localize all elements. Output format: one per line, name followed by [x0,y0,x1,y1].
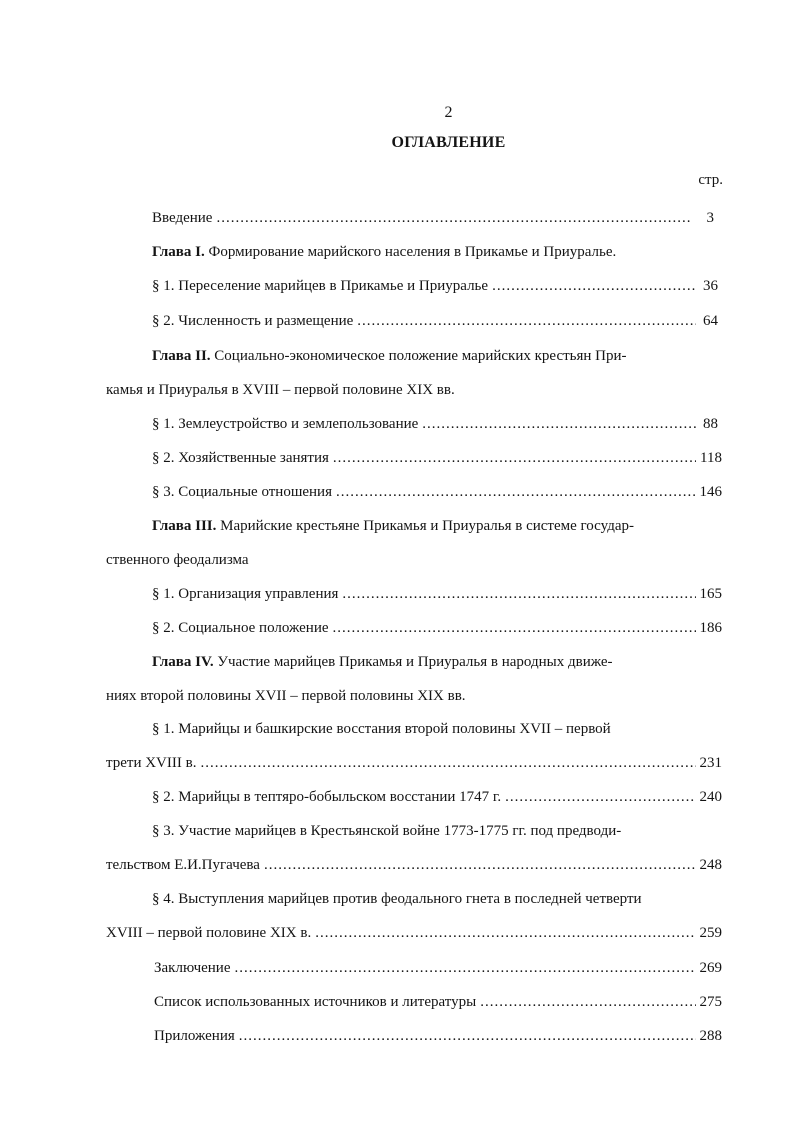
entry-page: 36 [703,278,718,294]
entry-title: § 3. Участие марийцев в Крестьянской войне 1773-1775 гг. под предводи- [152,823,622,839]
entry-title: Список использованных источников и литературы [154,994,477,1010]
entry-title: § 2. Хозяйственные занятия [152,450,329,466]
toc-chapter-3-line2 [106,550,726,570]
entry-title-cont: XVIII – первой половине XIX в. [106,925,312,941]
leader-dots [492,276,696,296]
leader-dots [264,855,696,875]
leader-dots [422,414,696,434]
toc-title: ОГЛАВЛЕНИЕ [391,134,506,151]
entry-page: 259 [699,925,722,941]
chapter-title: Марийские крестьяне Прикамья и Приуралья в системе государ- [220,518,634,534]
chapter-title-cont: ниях второй половины XVII – первой половины XIX вв. [106,688,466,704]
leader-dots [200,753,695,773]
entry-title: Приложения [154,1028,235,1044]
entry-title: § 2. Численность и размещение [152,313,354,329]
toc-entry-ch1-s1 [152,276,718,296]
toc-entry-ch2-s2 [152,448,722,468]
leader-dots [342,584,695,604]
toc-chapter-3-line1 [152,516,732,536]
toc-entry-ch4-s4-line2 [106,923,722,943]
entry-title: § 1. Организация управления [152,586,339,602]
chapter-label: Глава I. [152,244,205,260]
toc-entry-ch4-s3-line1 [152,821,732,841]
toc-entry-appendix [154,1026,722,1046]
leader-dots [216,208,692,228]
entry-title: § 2. Марийцы в тептяро-бобыльском восстании 1747 г. [152,789,502,805]
toc-entry-ch3-s2 [152,618,722,638]
toc-entry-ch4-s4-line1 [152,889,732,909]
toc-chapter-4-line1 [152,652,732,672]
entry-title: § 1. Переселение марийцев в Прикамье и Приуралье [152,278,489,294]
entry-page: 146 [699,484,722,500]
entry-title: § 3. Социальные отношения [152,484,332,500]
entry-title: § 4. Выступления марийцев против феодального гнета в последней четверти [152,891,642,907]
leader-dots [333,618,696,638]
chapter-title-cont: камья и Приуралья в XVIII – первой половине XIX вв. [106,382,455,398]
toc-entry-sources [154,992,722,1012]
entry-title: § 1. Землеустройство и землепользование [152,416,419,432]
chapter-label: Глава II. [152,348,211,364]
toc-chapter-4-line2 [106,686,726,706]
toc-entry-ch4-s2 [152,787,722,807]
toc-entry-ch4-s3-line2 [106,855,722,875]
toc-entry-ch1-s2 [152,311,718,331]
chapter-title: Социально-экономическое положение марийских крестьян При- [214,348,627,364]
chapter-label: Глава IV. [152,654,214,670]
entry-title-cont: трети XVIII в. [106,755,197,771]
toc-entry-ch4-s1-line1 [152,719,732,739]
leader-dots [480,992,695,1012]
entry-page: 240 [699,789,722,805]
entry-page: 231 [699,755,722,771]
toc-entry-conclusion [154,958,722,978]
entry-page: 165 [699,586,722,602]
page-number: 2 [444,104,453,121]
entry-page: 248 [699,857,722,873]
toc-entry-ch4-s1-line2 [106,753,722,773]
toc-entry-ch3-s1 [152,584,722,604]
toc-chapter-2-line2 [106,380,726,400]
entry-page: 118 [700,450,722,466]
entry-page: 186 [699,620,722,636]
entry-page: 269 [699,960,722,976]
toc-chapter-1 [152,242,732,262]
entry-title-cont: тельством Е.И.Пугачева [106,857,260,873]
toc-entry-ch2-s1 [152,414,718,434]
leader-dots [315,923,695,943]
chapter-label: Глава III. [152,518,217,534]
leader-dots [336,482,696,502]
leader-dots [235,958,696,978]
leader-dots [357,311,696,331]
toc-chapter-2-line1 [152,346,732,366]
toc-entry-intro [152,208,714,228]
page-column-label: стр. [698,172,723,188]
entry-page: 64 [703,313,718,329]
entry-title: § 2. Социальное положение [152,620,329,636]
chapter-title: Участие марийцев Прикамья и Приуралья в народных движе- [217,654,613,670]
leader-dots [333,448,696,468]
chapter-title: Формирование марийского населения в Прикамье и Приуралье. [208,244,617,260]
entry-page: 88 [703,416,718,432]
entry-title: Заключение [154,960,231,976]
chapter-title-cont: ственного феодализма [106,552,249,568]
entry-title: § 1. Марийцы и башкирские восстания второй половины XVII – первой [152,721,611,737]
leader-dots [239,1026,696,1046]
entry-page: 275 [699,994,722,1010]
entry-page: 3 [706,210,714,226]
leader-dots [505,787,695,807]
toc-entry-ch2-s3 [152,482,722,502]
entry-title: Введение [152,210,213,226]
entry-page: 288 [699,1028,722,1044]
